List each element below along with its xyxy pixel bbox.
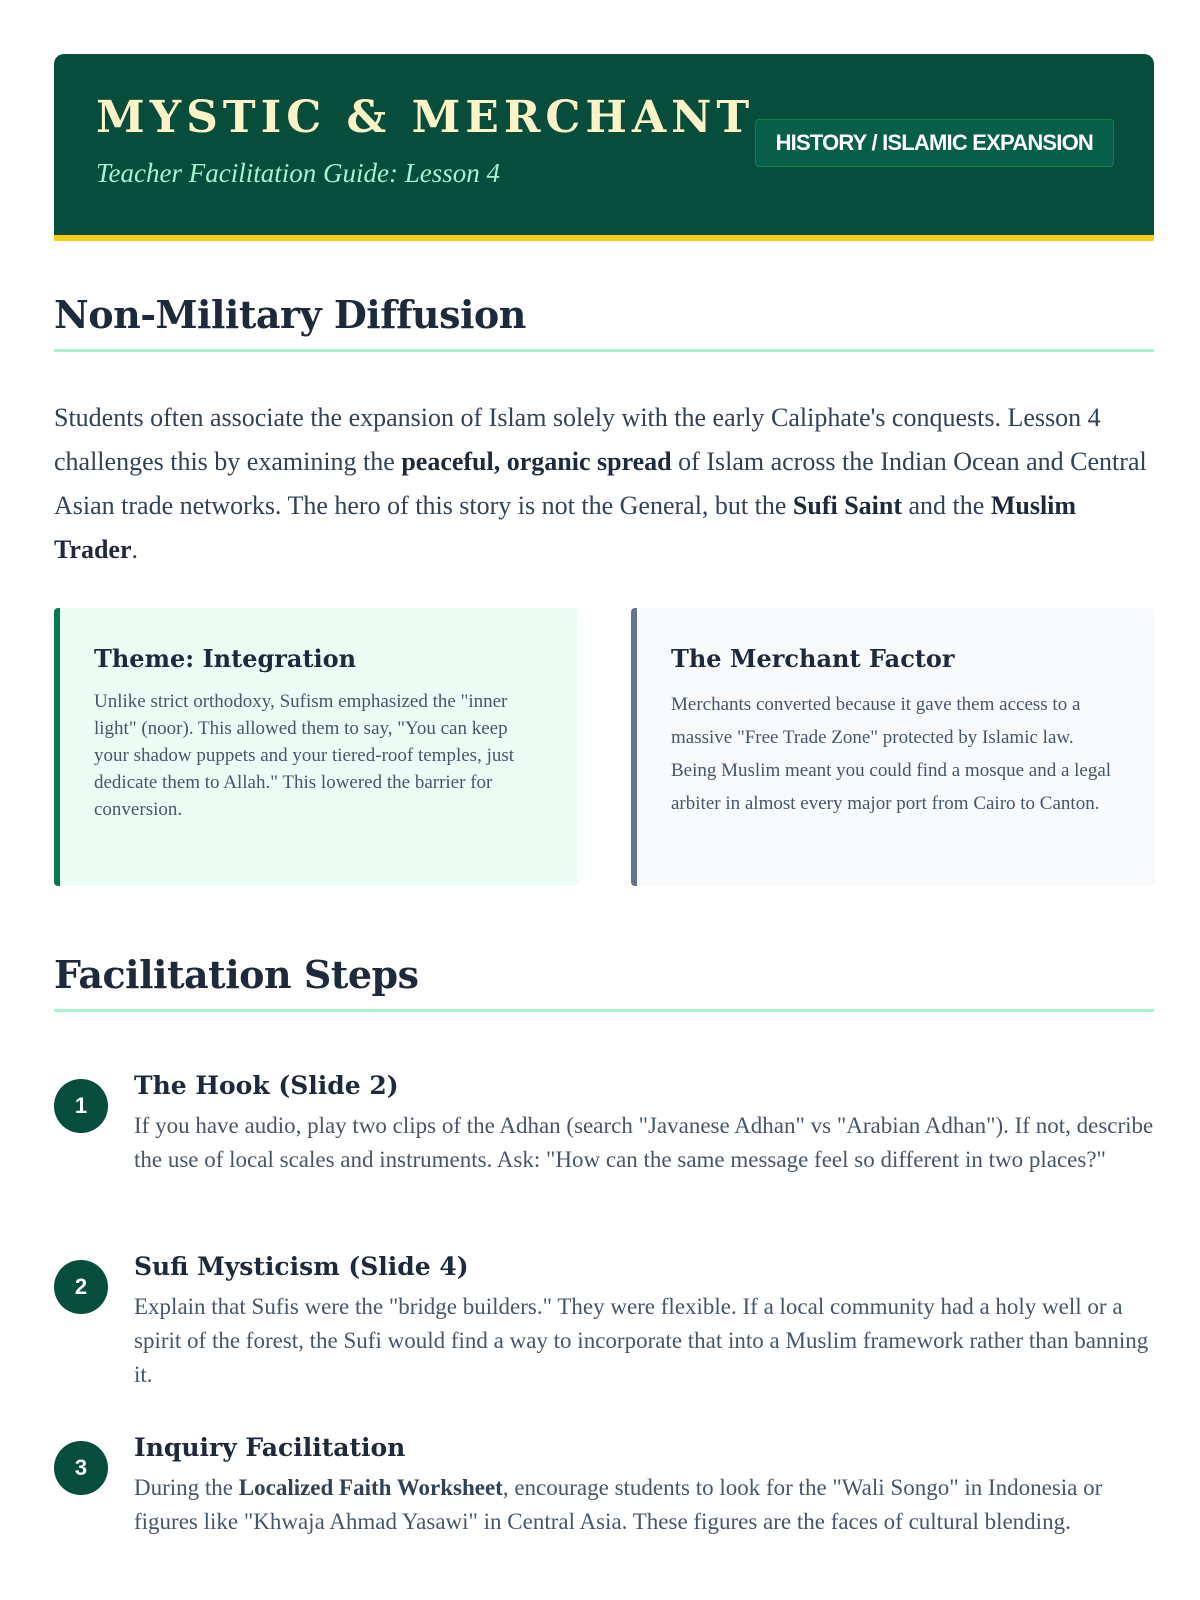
intro-text: . [131,535,138,564]
intro-emphasis: Muslim Trader [54,491,1077,564]
merchant-card [631,608,1155,886]
step-body [134,1471,1154,1539]
intro-text: and the [902,491,991,520]
step-body: If you have audio, play two clips of the Adhan (search "Javanese Adhan" vs "Arabian Adhan"). If not, describe the use of local scales and instruments. Ask: "How can the same message feel so different in two places?" [134,1113,1154,1172]
card-body: Merchants converted because it gave them access to a massive "Free Trade Zone" protected by Islamic law. Being Muslim meant you could find a mosque and a legal arbiter in almost every major port from Cairo to Canton. [671,694,1112,814]
subject-tag: HISTORY / ISLAMIC EXPANSION [755,119,1114,167]
intro-emphasis: peaceful, organic spread [401,447,672,476]
card-title: Theme: Integration [94,644,357,673]
intro-text: Students often associate the expansion of Islam solely with the early Caliphate's conquests. Lesson 4 challenges this by examining the [54,403,1101,476]
intro-emphasis: Sufi Saint [792,491,903,520]
worksheet-name: Localized Faith Worksheet [238,1475,503,1500]
section-title-diffusion: Non-Military Diffusion [54,292,1154,352]
step-body: Explain that Sufis were the "bridge builders." They were flexible. If a local community had a holy well or a spirit of the forest, the Sufi would find a way to incorporate that into a Muslim framework rather than banning it. [134,1294,1149,1387]
integration-card [54,608,578,886]
step-text: During the [134,1475,239,1500]
step-number-badge: 2 [54,1260,108,1314]
step-title: The Hook (Slide 2) [134,1071,399,1100]
step-title: Sufi Mysticism (Slide 4) [134,1252,469,1281]
step-text: , encourage students to look for the "Wali Songo" in Indonesia or figures like "Khwaja Ahmad Yasawi" in Central Asia. These figures are the faces of cultural blending. [134,1475,1103,1534]
intro-text: of Islam across the Indian Ocean and Central Asian trade networks. The hero of this story is not the General, but the [54,447,1147,520]
header-banner [54,54,1154,241]
step-number-badge: 3 [54,1441,108,1495]
guide-subtitle: Teacher Facilitation Guide: Lesson 4 [96,158,500,188]
card-title: The Merchant Factor [671,644,955,673]
card-body: Unlike strict orthodoxy, Sufism emphasized the "inner light" (noor). This allowed them to say, "You can keep your shadow puppets and your tiered-roof temples, just dedicate them to Allah." This lowered the barrier for conversion. [94,691,515,820]
section-title-steps: Facilitation Steps [54,952,1154,1012]
intro-paragraph [54,396,1164,572]
brand-title: MYSTIC & MERCHANT [96,92,755,143]
step-title: Inquiry Facilitation [134,1433,406,1462]
step-number-badge: 1 [54,1079,108,1133]
